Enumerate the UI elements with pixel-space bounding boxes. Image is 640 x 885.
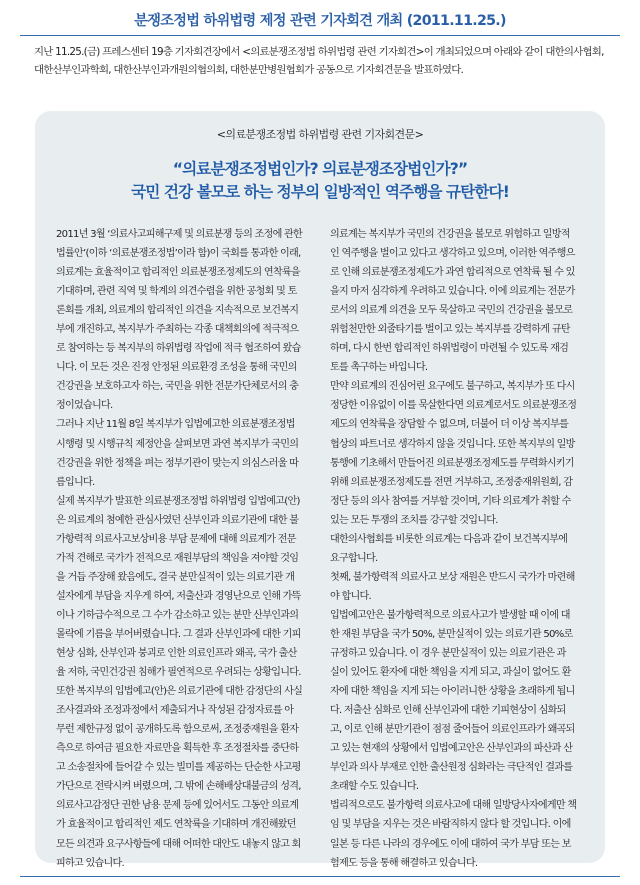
statement-line: 몰락에 기름을 부어버렸습니다. 그 결과 산부인과에 대한 기피 xyxy=(56,628,301,640)
statement-line: 협상의 파트너로 생각하지 않을 것입니다. 또한 복지부의 일방 xyxy=(330,438,575,450)
statement-line: 토를 촉구하는 바입니다. xyxy=(330,362,428,374)
statement-headline-slogan: 국민 건강 볼모로 하는 정부의 일방적인 역주행을 규탄한다! xyxy=(131,183,509,201)
statement-line: 설자에게 부담을 지우게 하여, 저출산과 경영난으로 인해 가뜩 xyxy=(56,590,301,602)
statement-line: 기대하며, 관련 직역 및 학계의 의견수렴을 위한 공청회 및 토 xyxy=(56,286,297,298)
statement-line: 자에 대한 책임을 지게 되는 아이러니한 상황을 초래하게 됩니 xyxy=(330,686,575,698)
statement-line: 로서의 의료계 의견을 모두 묵살하고 국민의 건강권을 볼모로 xyxy=(330,305,573,317)
statement-line: 실제 복지부가 발표한 의료분쟁조정법 하위법령 입법예고(안) xyxy=(56,495,300,507)
statement-line: 현상 심화, 산부인과 붕괴로 인한 의료인프라 왜곡, 국가 출산 xyxy=(56,648,297,660)
statement-line: 요구합니다. xyxy=(330,552,378,564)
intro-paragraph xyxy=(34,43,622,79)
statement-line: 한 재원 부담을 국가 50%, 분만실적이 있는 의료기관 50%로 xyxy=(330,628,573,640)
statement-line: 법리적으로도 불가항력 의료사고에 대해 일방당사자에게만 책 xyxy=(330,800,577,812)
statement-line: 름입니다. xyxy=(56,476,95,488)
statement-line: 만약 의료계의 진심어린 요구에도 불구하고, 복지부가 또 다시 xyxy=(330,381,575,393)
statement-line: 또한 복지부의 입법예고(안)은 의료기관에 대한 감정단의 사실 xyxy=(56,686,303,698)
statement-line: 정당한 이유없이 이를 묵살한다면 의료계로서도 의료분쟁조정 xyxy=(330,400,577,412)
statement-line: 정이었습니다. xyxy=(56,400,113,412)
statement-line: 위험천만한 외줄타기를 벌이고 있는 복지부를 강력하게 규탄 xyxy=(330,324,570,336)
statement-line: 의료사고감정단 권한 남용 문제 등에 있어서도 그동안 의료계 xyxy=(56,800,299,812)
statement-line: 을지 마저 심각하게 우려하고 있습니다. 이에 의료계는 전문가 xyxy=(330,286,575,298)
statement-line: 가 효율적이고 합리적인 제도 연착륙을 기대하며 개진해왔던 xyxy=(56,819,296,831)
statement-line: 모든 의견과 요구사항들에 대해 어떠한 대안도 내놓지 않고 회 xyxy=(56,838,301,850)
statement-line: 부에 개진하고, 복지부가 주최하는 각종 대책회의에 적극적으 xyxy=(56,324,299,336)
statement-line: 고, 이로 인해 분만기관이 점점 줄어들어 의료인프라가 왜곡되 xyxy=(330,724,575,736)
statement-line: 2011년 3월 ‘의료사고피해구제 및 의료분쟁 등의 조정에 관한 xyxy=(56,229,303,240)
title-divider xyxy=(20,35,620,36)
statement-line: 무런 제한규정 없이 공개하도록 함으로써, 조정중재원을 환자 xyxy=(56,724,299,736)
bottom-divider xyxy=(20,876,620,877)
statement-line: 다. 저출산 심화로 인해 산부인과에 대한 기피현상이 심화되 xyxy=(330,705,566,717)
statement-line: 가항력적 의료사고보상비용 부담 문제에 대해 의료계가 전문 xyxy=(56,533,296,545)
statement-line: 을 거듭 주장해 왔음에도, 결국 분만실적이 있는 의료기관 개 xyxy=(56,571,295,583)
statement-line: 그러나 지난 11월 8일 복지부가 입법예고한 의료분쟁조정법 xyxy=(56,419,295,431)
statement-line: 대한의사협회를 비롯한 의료계는 다음과 같이 보건복지부에 xyxy=(330,533,568,545)
statement-line: 하며, 다시 한번 합리적인 하위법령이 마련될 수 있도록 재검 xyxy=(330,343,569,355)
statement-line: 임 및 부담을 지우는 것은 바람직하지 않다 할 것입니다. 이에 xyxy=(330,819,571,831)
page-title: 분쟁조정법 하위법령 제정 관련 기자회견 개최 (2011.11.25.) xyxy=(134,13,506,29)
statement-line: 고 소송절차에 들어갈 수 있는 빌미를 제공하는 단순한 사고평 xyxy=(56,762,301,774)
statement-line: 건강권을 위한 정책을 펴는 정부기관이 맞는지 의심스러울 따 xyxy=(56,457,299,469)
statement-line: 일본 등 다른 나라의 경우에도 이에 대하여 국가 부담 또는 보 xyxy=(330,838,571,850)
statement-line: 통행에 기초해서 만들어진 의료분쟁조정제도를 무력화시키기 xyxy=(330,457,574,469)
statement-line: 있는 모든 투쟁의 조치를 강구할 것입니다. xyxy=(330,514,498,526)
statement-left-column xyxy=(56,225,318,873)
statement-line: 부인과 의사 부재로 인한 출산원정 심화라는 극단적인 결과를 xyxy=(330,762,573,774)
statement-line: 건강권을 보호하고자 하는, 국민을 위한 전문가단체로서의 충 xyxy=(56,381,299,393)
statement-line: 가적 견해로 국가가 전적으로 재원부담의 책임을 져야할 것임 xyxy=(56,552,299,564)
statement-line: 시행령 및 시행규칙 제정안을 살펴보면 과연 복지부가 국민의 xyxy=(56,438,299,450)
statement-line: 험제도 등을 통해 해결하고 있습니다. xyxy=(330,857,478,869)
statement-line: 입법예고안은 불가항력적으로 의료사고가 발생할 때 이에 대 xyxy=(330,609,570,621)
statement-headline-question: “의료분쟁조정법인가? 의료분쟁조장법인가?” xyxy=(172,160,468,178)
statement-line: 조사결과와 조정과정에서 제출되거나 작성된 감정자료를 아 xyxy=(56,705,294,717)
statement-line: 측으로 하여금 필요한 자료만을 획득한 후 조정절차를 중단하 xyxy=(56,743,299,755)
intro-line: 대한산부인과학회, 대한산부인과개원의협의회, 대한분만병원협회가 공동으로 기자회견문을 발표하였다. xyxy=(34,64,464,76)
statement-line: 위해 의료분쟁조정제도를 전면 거부하고, 조정중재위원회, 감 xyxy=(330,476,573,488)
statement-line: 율 저하, 국민건강권 침해가 필연적으로 우려되는 상황입니다. xyxy=(56,667,301,679)
statement-line: 의료계는 복지부가 국민의 건강권을 볼모로 위험하고 일방적 xyxy=(330,229,570,240)
statement-line: 초래할 수도 있습니다. xyxy=(330,781,419,793)
statement-line: 정단 등의 의사 참여를 거부할 것이며, 기타 의료계가 취할 수 xyxy=(330,495,571,507)
statement-line: 고 있는 현재의 상황에서 입법예고안은 산부인과의 파산과 산 xyxy=(330,743,573,755)
statement-line: 가단으로 전락시켜 버렸으며, 그 밖에 손해배상대불금의 성격, xyxy=(56,781,301,793)
statement-line: 제도의 연착륙을 장담할 수 없으며, 더불어 더 이상 복지부를 xyxy=(330,419,569,431)
statement-line: 인 역주행을 벌이고 있다고 생각하고 있으며, 이러한 역주행으 xyxy=(330,248,575,260)
statement-right-column xyxy=(330,225,592,873)
statement-line: 은 의료계의 첨예한 관심사였던 산부인과 의료기관에 대한 불 xyxy=(56,514,299,526)
statement-line: 법률안’(이하 ‘의료분쟁조정법’이라 함)이 국회를 통과한 이래, xyxy=(56,248,301,260)
statement-line: 니다. 이 모든 것은 진정 안정된 의료환경 조성을 통해 국민의 xyxy=(56,362,297,374)
statement-line: 실이 있어도 환자에 대한 책임을 지게 되고, 과실이 없어도 환 xyxy=(330,667,571,679)
statement-line: 첫째, 불가항력적 의료사고 보상 재원은 반드시 국가가 마련해 xyxy=(330,571,575,583)
statement-line: 피하고 있습니다. xyxy=(56,857,124,869)
statement-line: 이나 기하급수적으로 그 수가 감소하고 있는 분만 산부인과의 xyxy=(56,609,299,621)
statement-subheading: <의료분쟁조정법 하위법령 관련 기자회견문> xyxy=(216,128,424,141)
statement-line: 야 합니다. xyxy=(330,590,371,602)
statement-line: 로 참여하는 등 복지부의 하위법령 작업에 적극 협조하여 왔습 xyxy=(56,343,301,355)
statement-line: 로 인해 의료분쟁조정제도가 과연 합리적으로 연착륙 될 수 있 xyxy=(330,267,575,279)
statement-line: 론회를 개최, 의료계의 합리적인 의견을 지속적으로 보건복지 xyxy=(56,305,299,317)
statement-line: 의료계는 효율적이고 합리적인 의료분쟁조정제도의 연착륙을 xyxy=(56,267,300,279)
statement-line: 규정하고 있습니다. 이 경우 분만실적이 있는 의료기관은 과 xyxy=(330,648,566,660)
intro-line: 지난 11.25.(금) 프레스센터 19층 기자회견장에서 <의료분쟁조정법 하위법령 관련 기자회견>이 개최되었으며 아래와 같이 대한의사협회, xyxy=(34,46,604,58)
